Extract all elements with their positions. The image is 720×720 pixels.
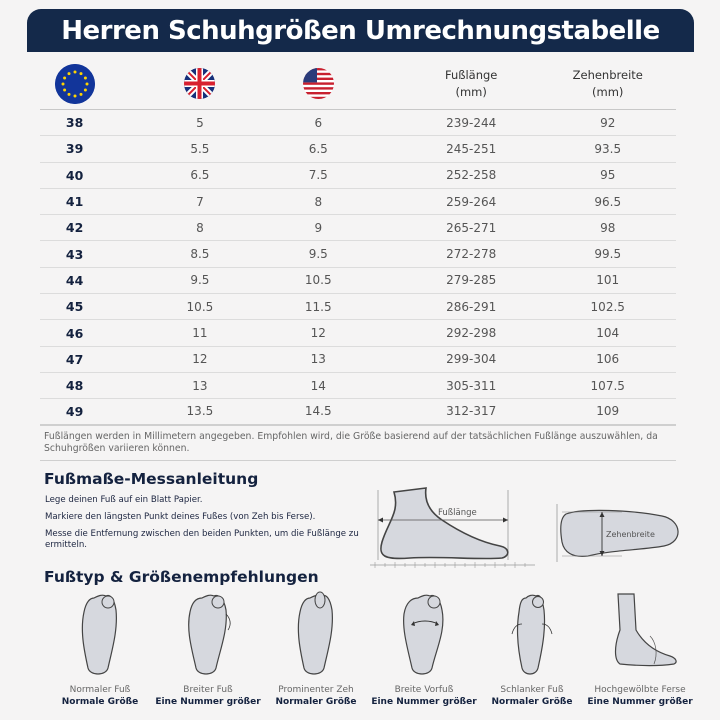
uk-size: 13.5 [186,404,214,419]
column-us [264,68,373,99]
eu-size: 38 [65,115,84,131]
foot-top-icon [552,502,702,564]
high-arch-foot-icon [600,590,680,678]
table-row [40,320,676,346]
us-flag-icon [303,68,334,99]
us-size: 13 [310,352,326,367]
table-row [40,136,676,162]
table-row [40,294,676,320]
us-size: 11.5 [304,299,332,314]
table-row [40,399,676,425]
uk-size: 5 [196,115,204,130]
toe-width: 99.5 [594,247,622,262]
us-size: 14.5 [304,404,332,419]
toe-width: 92 [600,115,616,130]
foot-type-card: Hochgewölbte Ferse Eine Nummer größer [580,590,700,709]
foot-length: 305-311 [446,378,497,393]
foot-type-card: Breite Vorfuß Eine Nummer größer [364,590,484,709]
table-body [40,110,676,426]
wide-forefoot-icon [394,590,454,678]
us-size: 12 [310,326,326,341]
wide-foot-icon [178,590,238,678]
foot-type-card: Normaler Fuß Normale Größe [40,590,160,709]
table-row [40,347,676,373]
us-size: 9.5 [308,247,328,262]
eu-size: 45 [65,299,84,315]
uk-size: 5.5 [190,141,210,156]
prominent-toe-foot-icon [286,590,346,678]
normal-foot-icon [70,590,130,678]
toe-width: 106 [596,352,620,367]
foot-length: 252-258 [446,168,497,183]
foot-types-title: Fußtyp & Größenempfehlungen [44,568,319,586]
step-1: Lege deinen Fuß auf ein Blatt Papier. [45,495,203,505]
table-header [40,58,676,110]
foot-length: 239-244 [446,115,497,130]
table-row [40,268,676,294]
foot-length: 312-317 [446,404,497,419]
us-size: 9 [314,220,323,235]
us-size: 7.5 [308,168,328,183]
table-row [40,163,676,189]
toe-width: 98 [600,220,616,235]
column-eu [40,64,109,104]
eu-size: 48 [65,378,84,394]
foot-length: 286-291 [446,299,497,314]
eu-size: 42 [65,220,84,236]
column-toe-width: Zehenbreite (mm) [572,67,643,99]
svg-text:Fußlänge: Fußlänge [438,508,477,518]
eu-size: 43 [65,246,84,262]
foot-length: 245-251 [446,141,497,156]
foot-side-icon [370,482,538,572]
uk-size: 10.5 [186,299,214,314]
uk-size: 12 [192,352,208,367]
us-size: 8 [314,194,323,209]
title-bar [27,9,694,52]
foot-types-grid [40,590,720,720]
table-row [40,373,676,399]
foot-type-card: Prominenter Zeh Normaler Größe [256,590,376,709]
us-size: 6 [314,115,323,130]
divider [40,460,676,461]
eu-size: 39 [65,141,84,157]
toe-width: 109 [596,404,620,419]
uk-size: 7 [196,194,204,209]
eu-flag-icon [55,64,95,104]
measurement-steps [45,495,365,557]
eu-size: 46 [65,325,84,341]
us-size: 6.5 [308,141,328,156]
uk-size: 8 [196,220,204,235]
eu-size: 41 [65,194,84,210]
svg-text:Zehenbreite: Zehenbreite [606,530,655,539]
table-row [40,215,676,241]
foot-length: 279-285 [446,273,497,288]
foot-length-illustration [370,482,538,572]
toe-width: 104 [596,326,620,341]
step-2: Markiere den längsten Punkt deines Fußes (von Zeh bis Ferse). [45,512,316,522]
table-row [40,110,676,136]
column-foot-length: Fußlänge (mm) [444,67,498,99]
table-row [40,189,676,215]
toe-width: 95 [600,168,616,183]
uk-size: 8.5 [190,247,210,262]
toe-width: 101 [596,273,620,288]
eu-size: 47 [65,351,84,367]
column-uk [136,68,263,99]
foot-type-card: Breiter Fuß Eine Nummer größer [148,590,268,709]
uk-size: 13 [192,378,208,393]
foot-type-card: Schlanker Fuß Normaler Größe [472,590,592,709]
eu-size: 44 [65,272,84,288]
table-row [40,241,676,267]
uk-flag-icon [184,68,215,99]
foot-length: 265-271 [446,220,497,235]
uk-size: 9.5 [190,273,210,288]
toe-width: 107.5 [590,378,625,393]
us-size: 10.5 [304,273,332,288]
page-title: Herren Schuhgrößen Umrechnungstabelle [61,15,660,46]
foot-length: 292-298 [446,326,497,341]
uk-size: 11 [192,326,208,341]
toe-width: 93.5 [594,141,622,156]
foot-length: 272-278 [446,247,497,262]
eu-size: 40 [65,167,84,183]
toe-width-illustration [552,502,702,564]
measurement-guide-title: Fußmaße-Messanleitung [44,470,259,488]
uk-size: 6.5 [190,168,210,183]
eu-size: 49 [65,403,84,419]
table-note: Fußlängen werden in Millimetern angegeben. Empfohlen wird, die Größe basierend auf der tatsächlichen Fußlänge auszuwählen, da Schuhgrößen variieren können. [44,431,658,454]
size-conversion-table [40,58,676,426]
foot-length: 259-264 [446,194,497,209]
foot-length: 299-304 [446,352,497,367]
slim-foot-icon [502,590,562,678]
toe-width: 96.5 [594,194,622,209]
toe-width: 102.5 [590,299,625,314]
us-size: 14 [310,378,326,393]
step-3: Messe die Entfernung zwischen den beiden Punkten, um die Fußlänge zu ermitteln. [45,529,359,550]
